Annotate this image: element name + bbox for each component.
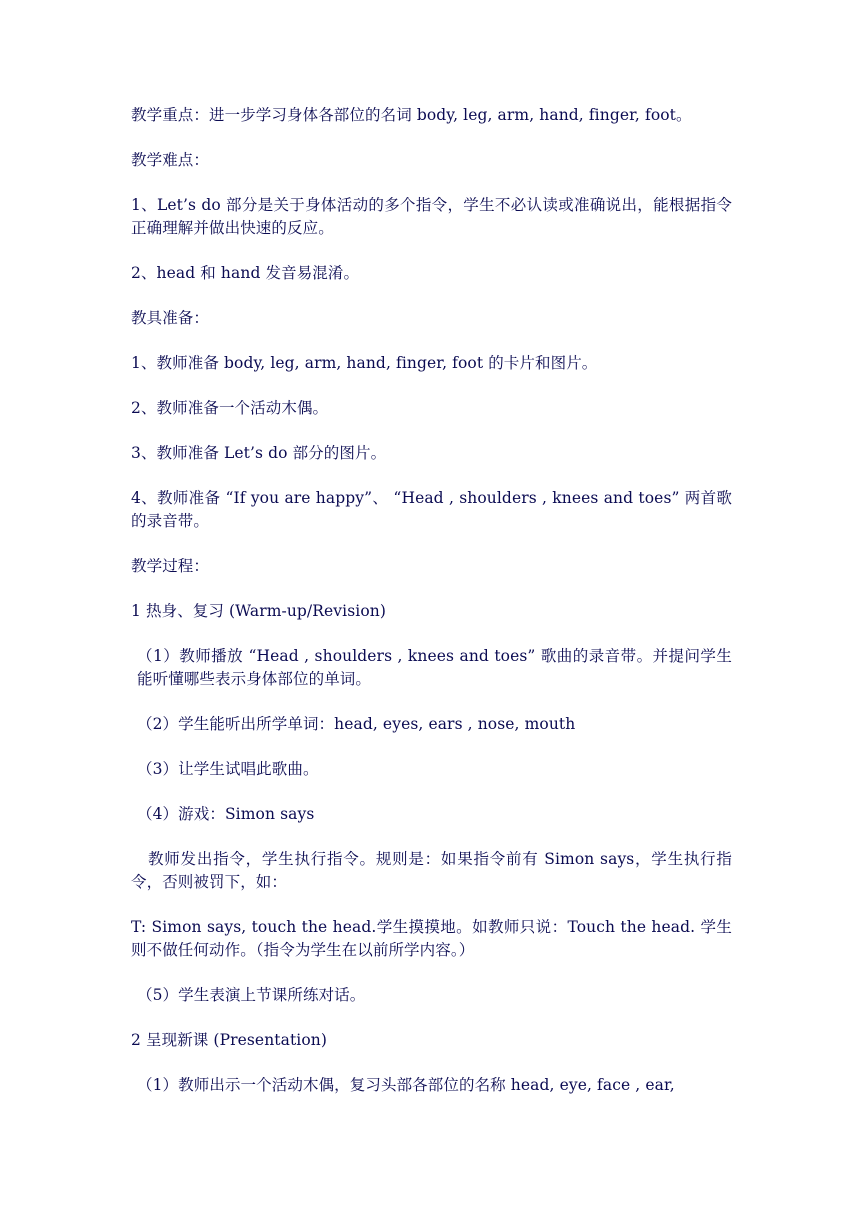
process-heading: 教学过程： bbox=[131, 557, 210, 575]
difficulty-item-1: 1、Let’s do 部分是关于身体活动的多个指令，学生不必认读或准确说出，能根据指令正确理解并做出快速的反应。 bbox=[131, 196, 732, 237]
document-body bbox=[131, 104, 732, 1119]
game-example: T: Simon says, touch the head.学生摸摸地。如教师只说：Touch the head. 学生则不做任何动作。（指令为学生在以前所学内容。） bbox=[131, 918, 732, 959]
teaching-focus: 教学重点：进一步学习身体各部位的名词 body, leg, arm, hand, finger, foot。 bbox=[131, 106, 692, 124]
materials-heading: 教具准备： bbox=[131, 309, 210, 327]
difficulty-item-2: 2、head 和 hand 发音易混淆。 bbox=[131, 264, 360, 282]
teaching-difficulty-heading: 教学难点： bbox=[131, 151, 210, 169]
materials-item-4: 4、教师准备 “If you are happy”、 “Head , shoulders , knees and toes” 两首歌的录音带。 bbox=[131, 489, 732, 530]
step-1-item-1: （1）教师播放 “Head , shoulders , knees and toes” 歌曲的录音带。并提问学生能听懂哪些表示身体部位的单词。 bbox=[137, 647, 732, 688]
step-2-item-1: （1）教师出示一个活动木偶，复习头部各部位的名称 head, eye, face , ear, bbox=[137, 1076, 675, 1094]
step-1-item-3: （3）让学生试唱此歌曲。 bbox=[137, 760, 319, 778]
step-1-item-5: （5）学生表演上节课所练对话。 bbox=[137, 986, 366, 1004]
game-rules: 教师发出指令，学生执行指令。规则是：如果指令前有 Simon says，学生执行指令，否则被罚下，如： bbox=[131, 850, 732, 891]
materials-item-1: 1、教师准备 body, leg, arm, hand, finger, foot 的卡片和图片。 bbox=[131, 354, 598, 372]
step-1-heading: 1 热身、复习 (Warm-up/Revision) bbox=[131, 602, 386, 620]
step-1-item-4: （4）游戏：Simon says bbox=[137, 805, 315, 823]
materials-item-2: 2、教师准备一个活动木偶。 bbox=[131, 399, 329, 417]
step-1-item-2: （2）学生能听出所学单词：head, eyes, ears , nose, mouth bbox=[137, 715, 576, 733]
materials-item-3: 3、教师准备 Let’s do 部分的图片。 bbox=[131, 444, 387, 462]
step-2-heading: 2 呈现新课 (Presentation) bbox=[131, 1031, 328, 1049]
